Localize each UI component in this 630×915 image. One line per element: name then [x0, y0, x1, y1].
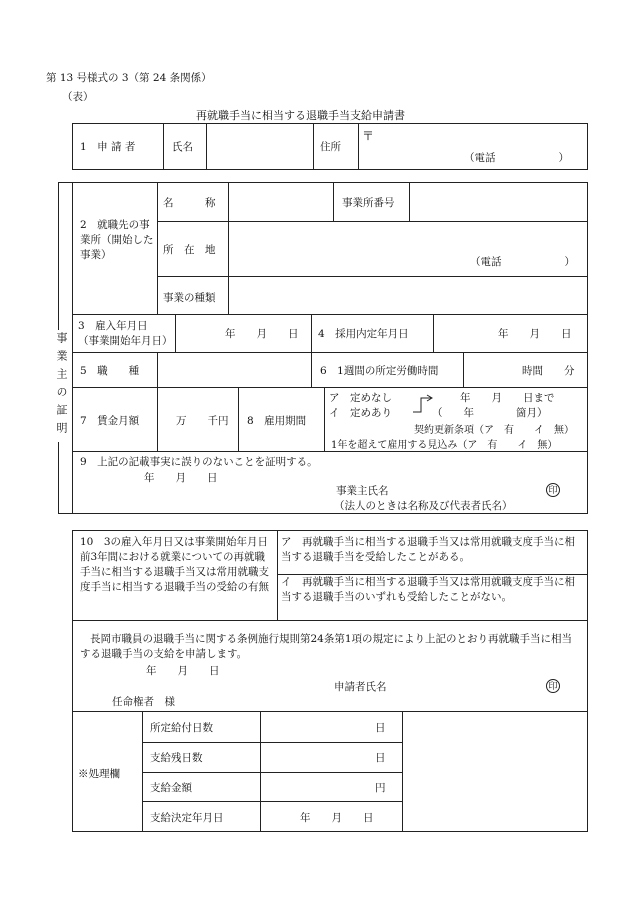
period-months[interactable]: （ 年 箇月） — [432, 407, 548, 419]
applicant-name-label: 氏名 — [172, 141, 193, 153]
applicant-address-label: 住所 — [320, 141, 341, 153]
applicant-phone: （電話 ） — [464, 152, 569, 164]
office-number-field[interactable] — [410, 184, 586, 219]
certification-date[interactable]: 年 月 日 — [144, 472, 218, 484]
workplace-phone: （電話 ） — [470, 256, 575, 268]
monthly-wage-label: 7 賃金月額 — [80, 415, 140, 427]
application-date[interactable]: 年 月 日 — [146, 665, 220, 677]
period-none-option[interactable]: ア 定めなし — [329, 392, 392, 404]
history-option-i[interactable]: イ 再就職手当に相当する退職手当又は常用就職支度手当に相当する退職手当のいずれも受給したことがない。 — [281, 576, 575, 603]
offer-date-value[interactable]: 年 月 日 — [498, 328, 572, 340]
applicant-label: 1 申 請 者 — [80, 141, 136, 153]
applicant-name-field[interactable] — [207, 125, 311, 168]
period-until-date[interactable]: 年 月 日まで — [460, 392, 555, 404]
processing-row-label: 所定給付日数 — [150, 722, 213, 734]
history-option-a[interactable]: ア 再就職手当に相当する退職手当又は常用就職支度手当に相当する退職手当を受給したことがある。 — [281, 536, 575, 563]
applicant-signature-field[interactable] — [396, 676, 540, 692]
offer-date-label: 4 採用内定年月日 — [318, 328, 409, 340]
hire-date-label: 3 雇入年月日 （事業開始年月日） — [78, 320, 173, 347]
addressee: 任命権者 様 — [112, 696, 175, 708]
business-type-field[interactable] — [229, 277, 585, 311]
office-number-label: 事業所番号 — [342, 197, 395, 209]
processing-row-label: 支給金額 — [150, 782, 192, 794]
over-one-year-prospect[interactable]: 1年を超えて雇用する見込み（ア 有 イ 無） — [331, 440, 558, 451]
processing-label: ※処理欄 — [78, 768, 120, 780]
page-side: （表） — [62, 91, 94, 103]
processing-row-value[interactable]: 日 — [375, 722, 386, 734]
workplace-section-label: 2 就職先の事業所（開始した事業） — [80, 219, 154, 261]
employer-name-label: 事業主氏名 — [336, 485, 389, 497]
history-question: 10 3の雇入年月日又は事業開始年月日前3年間における就業についての再就職手当に相当する退職手当又は常用就職支度手当に相当する退職手当の受給の有無 — [80, 536, 269, 593]
period-fixed-option[interactable]: イ 定めあり — [329, 407, 392, 419]
employer-name-field[interactable] — [400, 480, 540, 496]
application-statement: 長岡市職員の退職手当に関する条例施行規則第24条第1項の規定により上記のとおり再就職手当に相当する退職手当の支給を申請します。 — [80, 633, 573, 660]
processing-row-label: 支給残日数 — [150, 752, 203, 764]
processing-row-value[interactable]: 年 月 日 — [300, 812, 374, 824]
job-type-field[interactable] — [158, 353, 308, 386]
workplace-name-label: 名 称 — [163, 197, 216, 209]
postal-mark: 〒 — [362, 129, 375, 143]
contract-renewal-clause[interactable]: 契約更新条項（ア 有 イ 無） — [414, 425, 574, 436]
workplace-location-label: 所 在 地 — [163, 244, 216, 256]
hire-date-value[interactable]: 年 月 日 — [225, 328, 299, 340]
employer-name-note: （法人のときは名称及び代表者氏名） — [334, 500, 513, 512]
certification-statement: 9 上記の記載事実に誤りのないことを証明する。 — [80, 456, 318, 468]
business-type-label: 事業の種類 — [163, 292, 216, 304]
weekly-hours-value[interactable]: 時間 分 — [522, 365, 575, 377]
applicant-signature-label: 申請者氏名 — [334, 681, 387, 693]
applicant-seal-mark: 印 — [546, 679, 560, 693]
monthly-wage-value[interactable]: 万 千円 — [176, 415, 229, 427]
processing-row-value[interactable]: 日 — [375, 752, 386, 764]
weekly-hours-label: 6 1週間の所定労働時間 — [320, 365, 439, 377]
processing-row-value[interactable]: 円 — [375, 782, 386, 794]
job-type-label: 5 職 種 — [80, 365, 140, 377]
form-number: 第 13 号様式の 3（第 24 条関係） — [46, 72, 212, 84]
employer-seal-mark: 印 — [546, 483, 560, 497]
employer-certification-side-label: 事業主の証明 — [55, 332, 68, 440]
workplace-name-field[interactable] — [229, 184, 331, 219]
processing-row-label: 支給決定年月日 — [150, 812, 224, 824]
form-title: 再就職手当に相当する退職手当支給申請書 — [196, 109, 405, 122]
employment-period-label: 8 雇用期間 — [247, 415, 307, 427]
